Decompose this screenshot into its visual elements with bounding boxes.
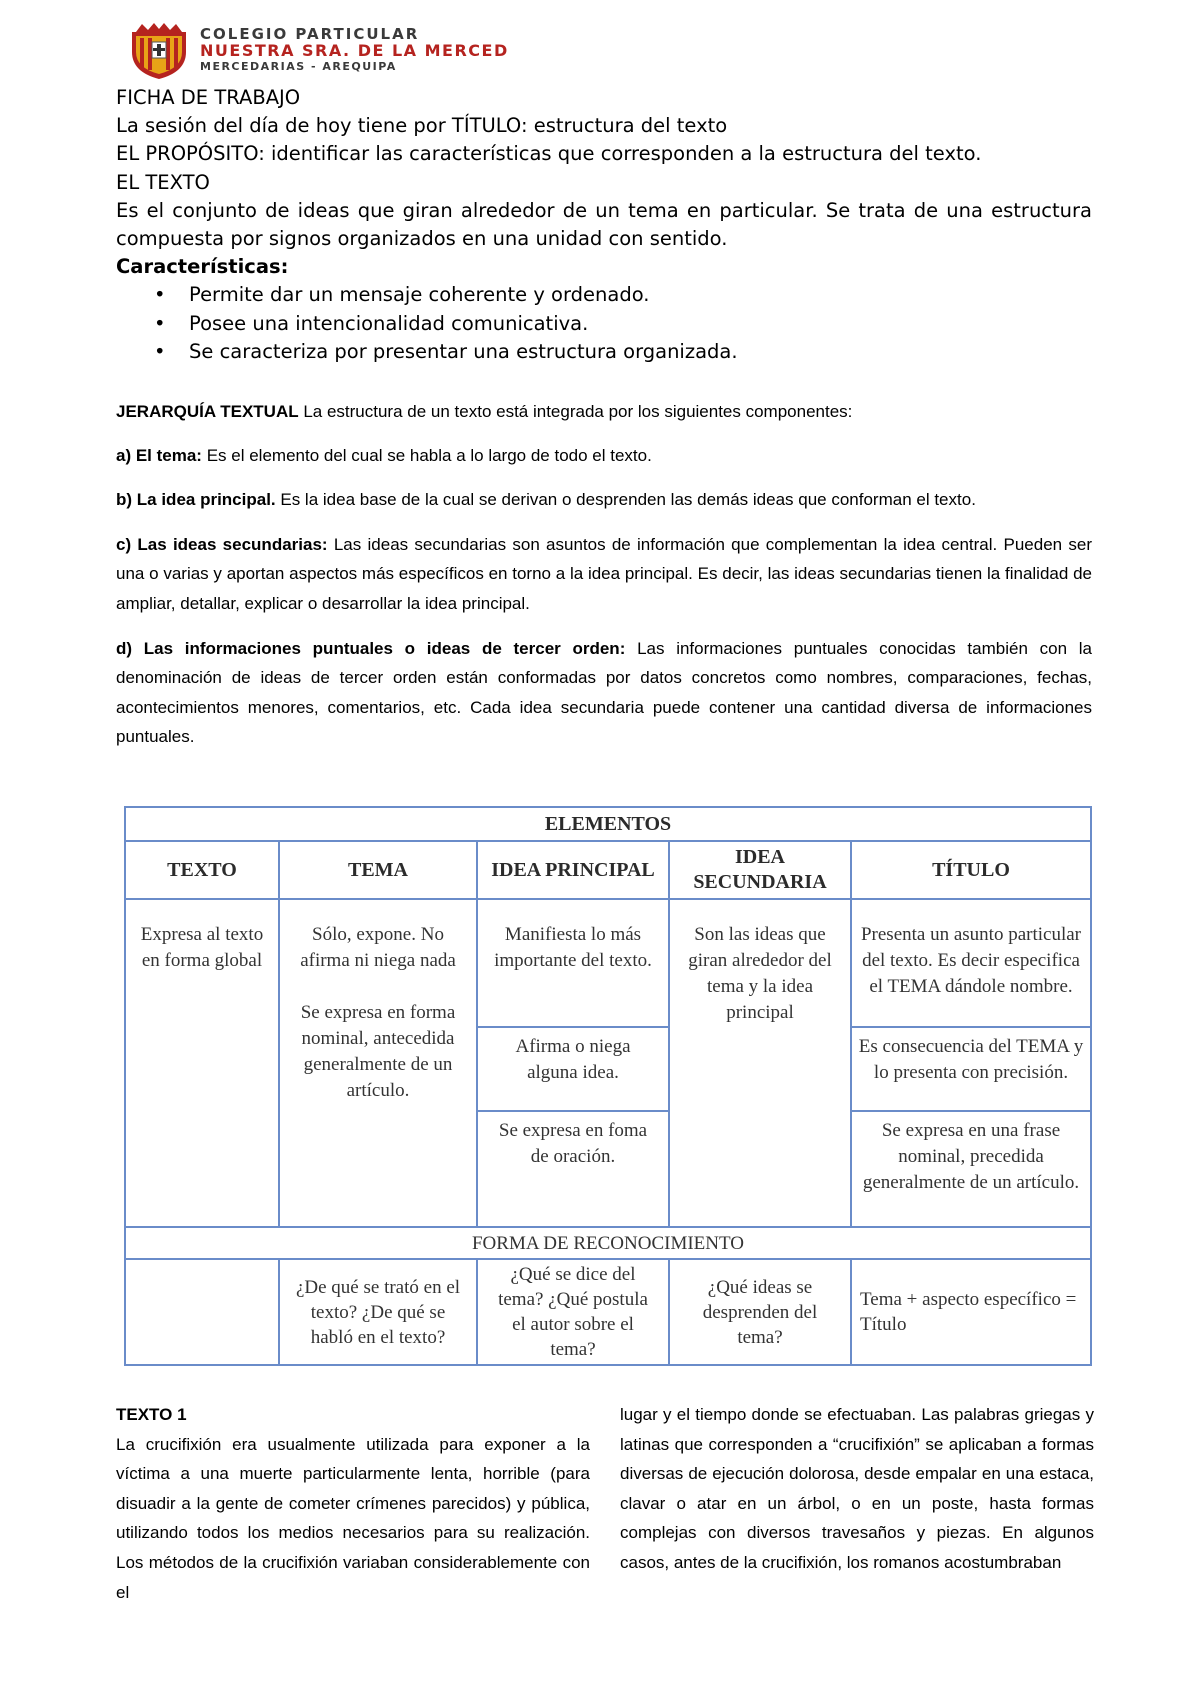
idea-principal-cell-3: Se expresa en foma de oración. [498,1120,648,1167]
school-name-line1: COLEGIO PARTICULAR [200,25,420,43]
list-item: • Permite dar un mensaje coherente y ordenado. [116,281,1092,309]
titulo-cell-1: Presenta un asunto particular del texto. Es decir especifica el TEMA dándole nombre. [860,924,1081,997]
characteristics-heading: Características: [116,255,289,279]
school-name [200,26,580,74]
texto1-column-2 [620,1400,1094,1578]
tema-cell-2: Se expresa en forma nominal, antecedida generalmente de un artículo. [300,1002,456,1101]
text-heading: EL TEXTO [116,170,210,194]
text-definition: Es el conjunto de ideas que giran alrededor de un tema en particular. Se trata de una estructura compuesta por signos organizados en una unidad con sentido. [116,198,1092,251]
worksheet-title: FICHA DE TRABAJO [116,86,301,109]
school-name-line3: MERCEDARIAS - AREQUIPA [200,60,397,73]
header-texto: TEXTO [124,840,280,900]
school-name-line2: NUESTRA SRA. DE LA MERCED [200,41,509,60]
header-tema: TEMA [278,840,478,900]
texto-cell: Expresa al texto en forma global [140,924,264,971]
idea-secundaria-cell: Son las ideas que giran alrededor del tema y la idea principal [688,924,832,1023]
texto1-title: TEXTO 1 [116,1405,187,1424]
hierarchy-section [116,397,1092,767]
hierarchy-intro: JERARQUÍA TEXTUAL La estructura de un texto está integrada por los siguientes componentes: [116,402,853,421]
texto1-col2-text: lugar y el tiempo donde se efectuaban. Las palabras griegas y latinas que corresponden a “crucifixión” se aplicaban a formas diversas de ejecución dolorosa, desde empalar en una estaca, clavar o atar en un árbol, o en un poste, hasta formas complejas con diversos travesaños y piezas. En algunos casos, antes de la crucifixión, los romanos acostumbraban [620,1405,1094,1572]
header-idea-principal: IDEA PRINCIPAL [476,840,670,900]
header-titulo: TÍTULO [850,840,1092,900]
recognition-title: FORMA DE RECONOCIMIENTO [124,1226,1092,1260]
elements-table [124,806,1092,1366]
component-b: b) La idea principal. Es la idea base de la cual se derivan o desprenden las demás ideas que conforman el texto. [116,490,976,510]
tema-cell-1: Sólo, expone. No afirma ni niega nada [300,924,456,971]
list-item: • Posee una intencionalidad comunicativa. [116,310,1092,338]
characteristics-list [116,281,1092,366]
titulo-cell-3: Se expresa en una frase nominal, precedida generalmente de un artículo. [862,1120,1080,1193]
idea-principal-cell-2: Afirma o niega alguna idea. [515,1036,631,1083]
component-c: c) Las ideas secundarias: Las ideas secundarias son asuntos de información que complementan la idea central. Pueden ser una o varias y aportan aspectos más específicos en torno a la idea principal. Es decir, las ideas secundarias tienen la finalidad de ampliar, detallar, explicar o desarrollar la idea principal. [116,534,1092,613]
header-idea-secundaria: IDEA SECUNDARIA [668,840,852,900]
texto1-col1-text: La crucifixión era usualmente utilizada para exponer a la víctima a una muerte particularmente lenta, horrible (para disuadir a la gente de cometer crímenes parecidos) y pública, utilizando todos los medios necesarios para su realización. Los métodos de la crucifixión variaban considerablemente con el [116,1434,590,1602]
component-d: d) Las informaciones puntuales o ideas de tercer orden: Las informaciones puntuales conocidas también con la denominación de ideas de tercer orden están conformadas por datos concretos como nombres, comparaciones, fechas, acontecimientos menores, comentarios, etc. Cada idea secundaria puede contener una cantidad diversa de informaciones puntuales. [116,638,1092,747]
recognition-texto [124,1258,280,1366]
texto1-column-1 [116,1400,590,1607]
recognition-idea-principal: ¿Qué se dice del tema? ¿Qué postula el autor sobre el tema? [476,1258,670,1366]
titulo-cell-2: Es consecuencia del TEMA y lo presenta con precisión. [858,1036,1084,1083]
recognition-titulo: Tema + aspecto específico = Título [850,1258,1092,1366]
component-a: a) El tema: Es el elemento del cual se habla a lo largo de todo el texto. [116,445,652,465]
intro-section [116,84,1092,366]
school-crest-icon [128,22,190,80]
purpose-line: EL PROPÓSITO: identificar las características que corresponden a la estructura del texto. [116,142,982,166]
session-line: La sesión del día de hoy tiene por TÍTULO: estructura del texto [116,114,728,138]
recognition-tema: ¿De qué se trató en el texto? ¿De qué se habló en el texto? [278,1258,478,1366]
idea-principal-cell-1: Manifiesta lo más importante del texto. [494,924,652,971]
recognition-idea-secundaria: ¿Qué ideas se desprenden del tema? [668,1258,852,1366]
table-title: ELEMENTOS [124,806,1092,842]
list-item: • Se caracteriza por presentar una estructura organizada. [116,338,1092,366]
